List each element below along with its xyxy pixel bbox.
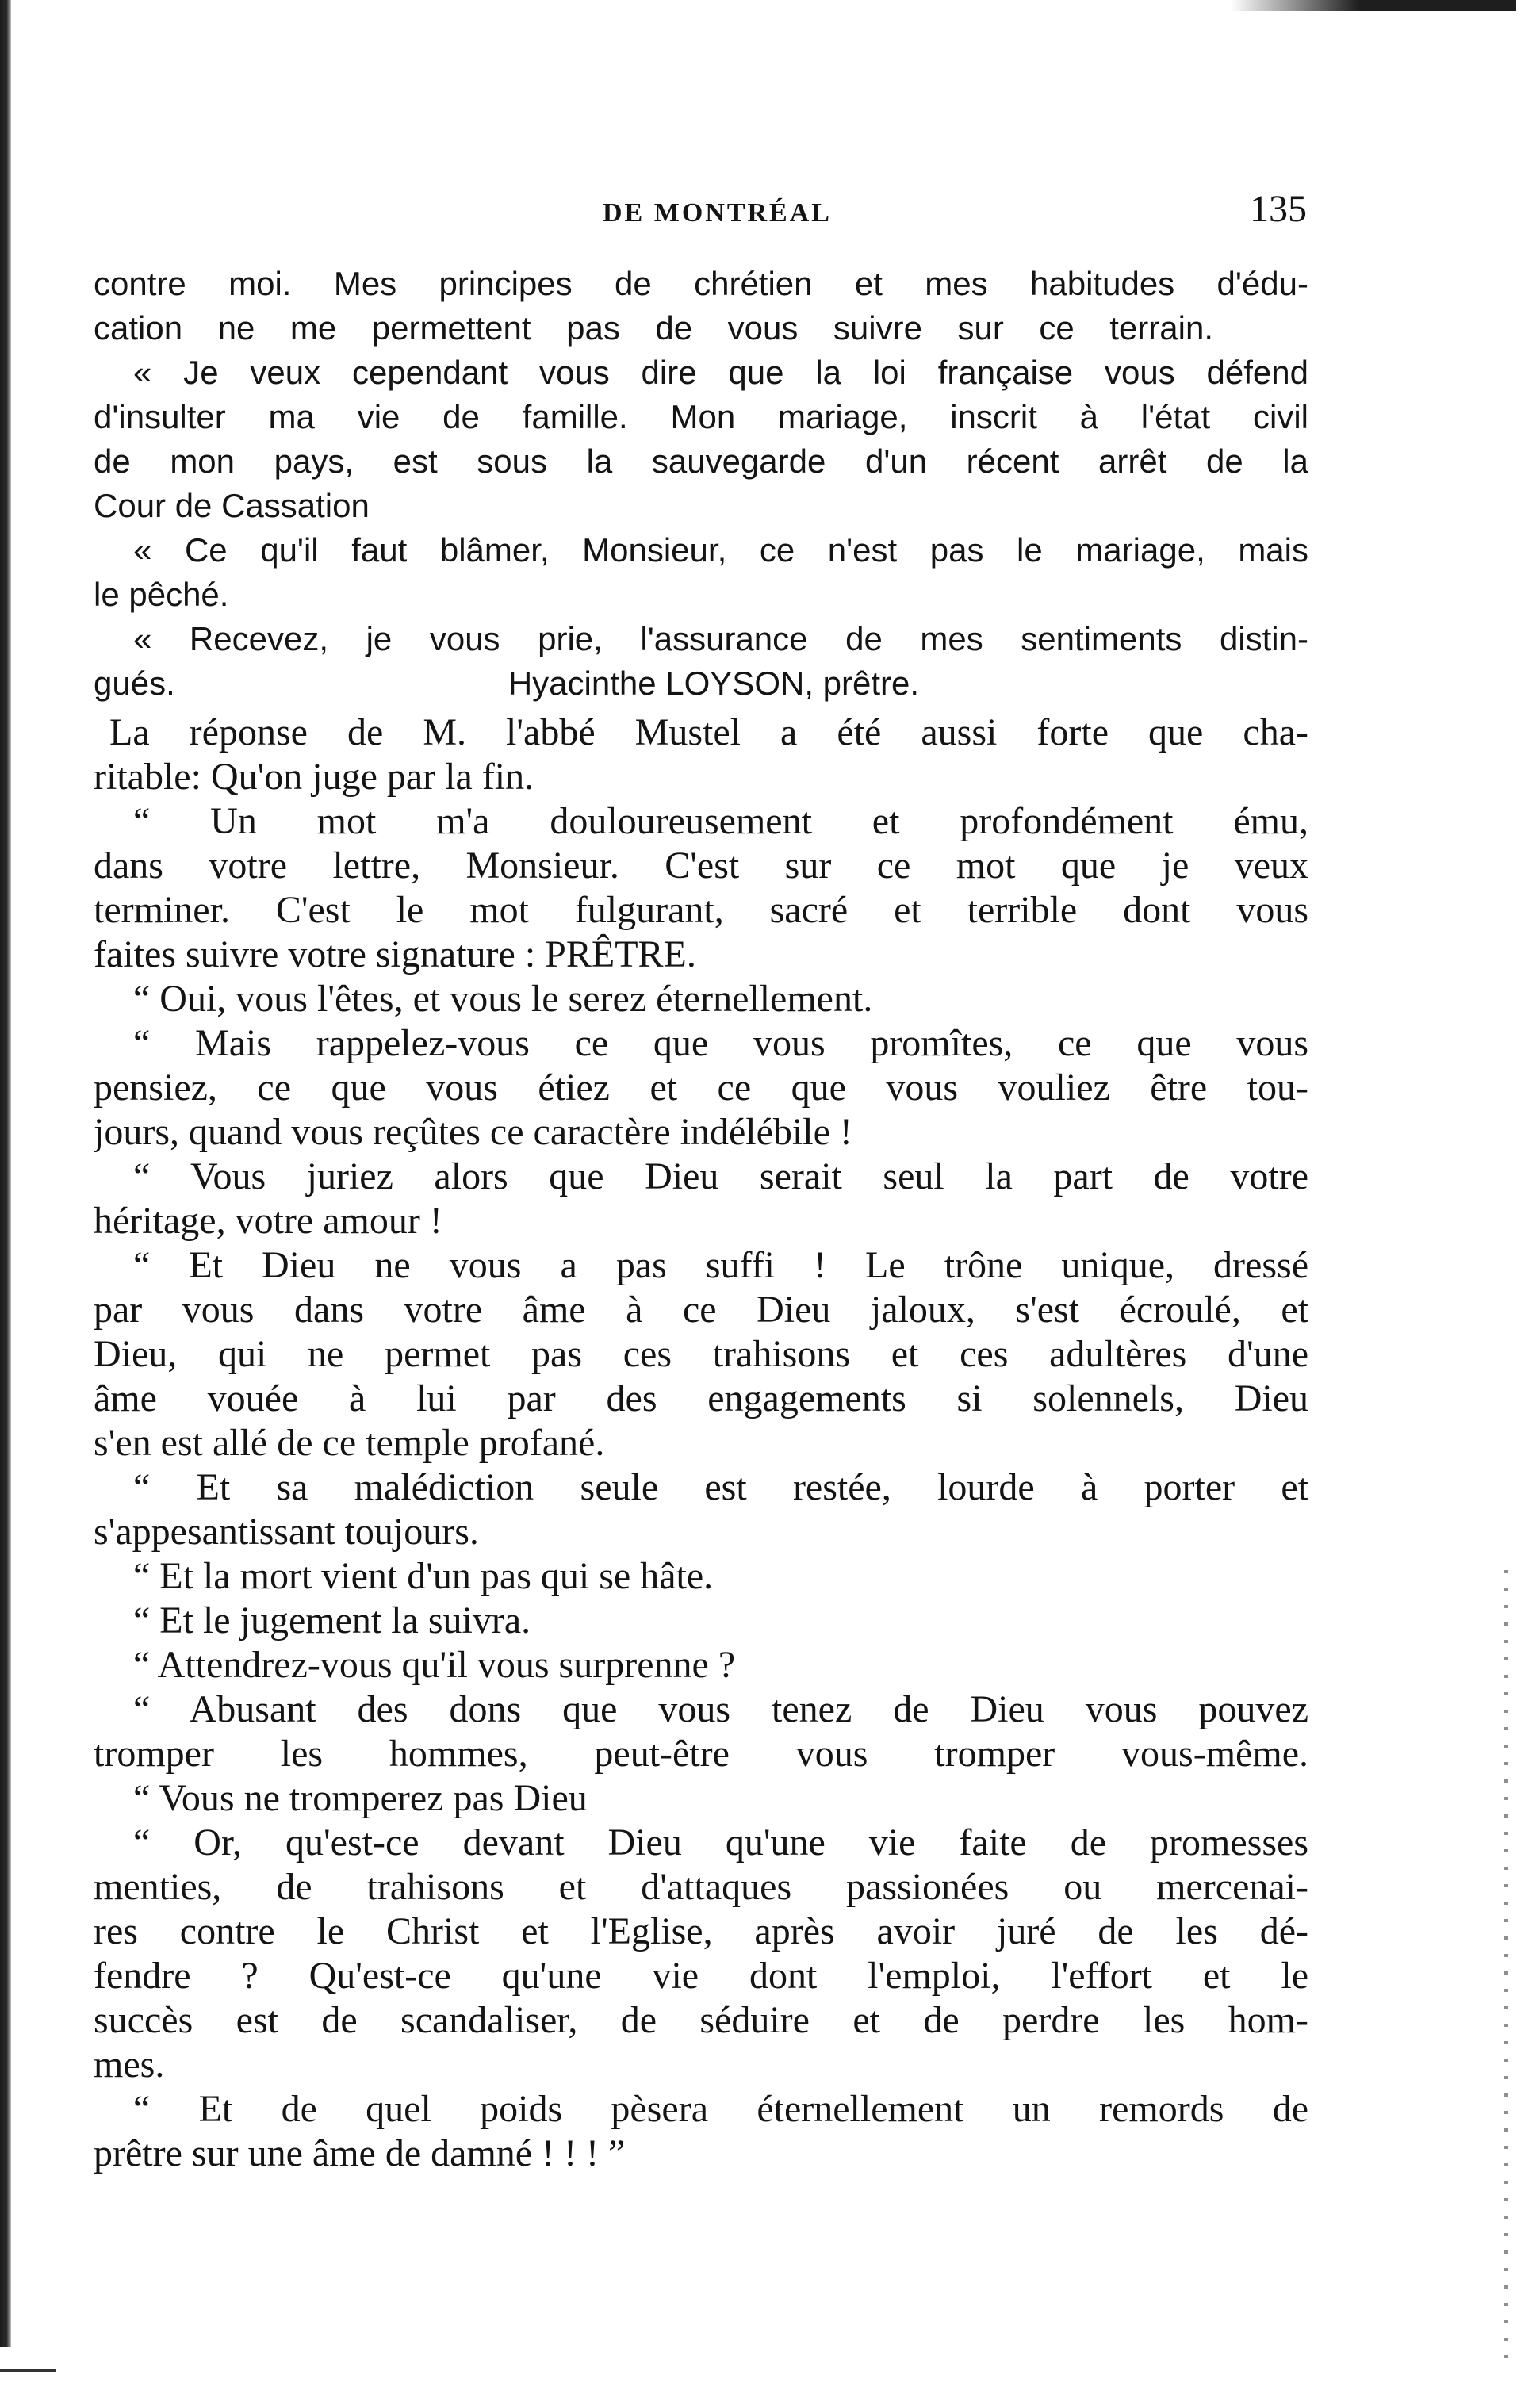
text-line: gués. Hyacinthe LOYSON, prêtre. xyxy=(94,665,920,702)
text-line: “ Or, qu'est-ce devant Dieu qu'une vie faite de promesses xyxy=(133,1821,1308,1863)
text-line: “ Et de quel poids pèsera éternellement un remords de xyxy=(133,2088,1308,2130)
text-line: Cour de Cassation xyxy=(94,487,370,524)
text-line: res contre le Christ et l'Eglise, après avoir juré de les dé- xyxy=(94,1910,1308,1952)
page-number: 135 xyxy=(1250,188,1307,230)
text-line: s'appesantissant toujours. xyxy=(94,1511,479,1553)
text-line: « Ce qu'il faut blâmer, Monsieur, ce n'est pas le mariage, mais xyxy=(133,531,1308,569)
text-line: succès est de scandaliser, de séduire et de perdre les hom- xyxy=(94,1999,1308,2041)
text-line: “ Un mot m'a douloureusement et profondément ému, xyxy=(133,800,1308,842)
text-line: La réponse de M. l'abbé Mustel a été aussi forte que cha- xyxy=(109,711,1308,753)
body-text xyxy=(94,262,1308,2176)
text-line: faites suivre votre signature : PRÊTRE. xyxy=(94,933,696,975)
scan-spine-edge xyxy=(0,0,11,2347)
text-line: mes. xyxy=(94,2044,165,2086)
text-line: « Recevez, je vous prie, l'assurance de mes sentiments distin- xyxy=(133,620,1308,657)
text-line: pensiez, ce que vous étiez et ce que vous vouliez être tou- xyxy=(94,1067,1308,1109)
text-line: le pêché. xyxy=(94,576,229,613)
text-line: dans votre lettre, Monsieur. C'est sur ce mot que je veux xyxy=(94,845,1308,887)
text-line: “ Vous juriez alors que Dieu serait seul la part de votre xyxy=(133,1155,1308,1197)
text-line: terminer. C'est le mot fulgurant, sacré et terrible dont vous xyxy=(94,889,1308,931)
text-line: “ Et Dieu ne vous a pas suffi ! Le trône unique, dressé xyxy=(133,1244,1308,1286)
text-line: d'insulter ma vie de famille. Mon mariage, inscrit à l'état civil xyxy=(94,398,1308,435)
text-line: “ Vous ne tromperez pas Dieu xyxy=(133,1777,588,1819)
scan-top-smudge xyxy=(1231,0,1516,11)
text-line: par vous dans votre âme à ce Dieu jaloux, s'est écroulé, et xyxy=(94,1289,1308,1331)
text-line: “ Abusant des dons que vous tenez de Dieu vous pouvez xyxy=(133,1688,1308,1730)
text-line: menties, de trahisons et d'attaques passionées ou mercenai- xyxy=(94,1866,1308,1908)
text-line: “ Oui, vous l'êtes, et vous le serez éternellement. xyxy=(133,978,873,1020)
text-line: jours, quand vous reçûtes ce caractère indélébile ! xyxy=(94,1111,852,1153)
text-line: “ Et le jugement la suivra. xyxy=(133,1599,531,1641)
text-line: Dieu, qui ne permet pas ces trahisons et ces adultères d'une xyxy=(94,1333,1308,1375)
text-line: tromper les hommes, peut-être vous tromper vous-même. xyxy=(94,1733,1308,1775)
text-line: héritage, votre amour ! xyxy=(94,1200,442,1242)
text-line: “ Mais rappelez-vous ce que vous promîtes, ce que vous xyxy=(133,1022,1308,1064)
text-line: ritable: Qu'on juge par la fin. xyxy=(94,756,534,798)
text-line: de mon pays, est sous la sauvegarde d'un récent arrêt de la xyxy=(94,442,1308,480)
text-line: prêtre sur une âme de damné ! ! ! ” xyxy=(94,2132,626,2174)
text-line: âme vouée à lui par des engagements si solennels, Dieu xyxy=(94,1377,1308,1419)
page-header xyxy=(94,187,1307,235)
text-line: “ Et la mort vient d'un pas qui se hâte. xyxy=(133,1555,714,1597)
text-line: cation ne me permettent pas de vous suivre sur ce terrain. xyxy=(94,309,1213,347)
scan-margin-noise xyxy=(1504,1570,1508,2363)
text-line: “ Et sa malédiction seule est restée, lourde à porter et xyxy=(133,1466,1308,1508)
running-title: DE MONTRÉAL xyxy=(603,198,832,228)
text-line: s'en est allé de ce temple profané. xyxy=(94,1422,605,1464)
text-line: fendre ? Qu'est-ce qu'une vie dont l'emploi, l'effort et le xyxy=(94,1955,1308,1997)
scan-bottom-mark xyxy=(0,2369,56,2372)
text-line: “ Attendrez-vous qu'il vous surprenne ? xyxy=(133,1644,736,1686)
text-line: « Je veux cependant vous dire que la loi française vous défend xyxy=(133,354,1308,391)
text-line: contre moi. Mes principes de chrétien et mes habitudes d'édu- xyxy=(94,265,1308,302)
